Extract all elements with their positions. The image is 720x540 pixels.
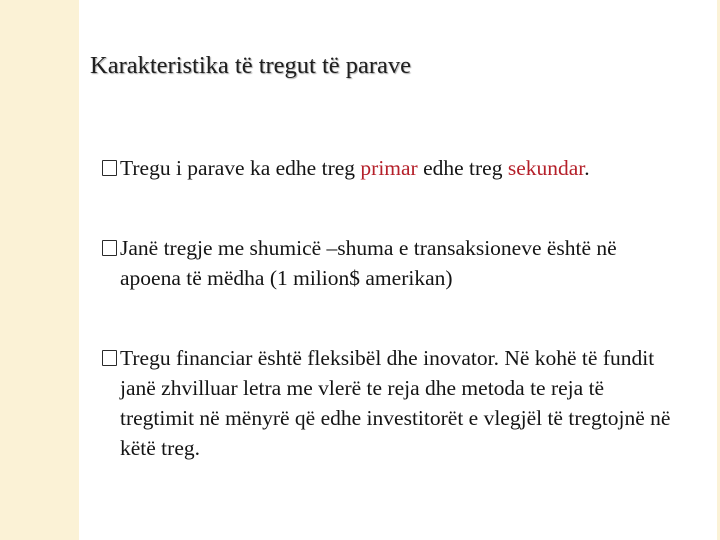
- bullet-marker-icon: [102, 240, 117, 256]
- bullet-item-market-types: [102, 153, 672, 183]
- bullet-marker-icon: [102, 160, 117, 176]
- bullet-item-wholesale: [102, 233, 672, 293]
- bullet-text: .: [584, 156, 590, 180]
- bullet-text: edhe treg: [417, 156, 508, 180]
- bullet-text: Tregu financiar është fleksibël dhe inovator. Në kohë të fundit janë zhvilluar letra me vlerë te reja dhe metoda te reja të tregtimit në mënyrë që edhe investitorët e vlegjël të tregtojnë në këtë treg.: [120, 346, 671, 460]
- bullet-list: [102, 153, 672, 463]
- emphasis-primary: primar: [360, 156, 418, 180]
- bullet-text: Janë tregje me shumicë –shuma e transaksioneve është në apoena të mëdha (1 milion$ amerikan): [120, 236, 617, 290]
- slide-title: Karakteristika të tregut të parave: [90, 52, 412, 79]
- bullet-text: Tregu i parave ka edhe treg: [120, 156, 361, 180]
- emphasis-secondary: sekundar: [507, 156, 585, 180]
- bullet-marker-icon: [102, 350, 117, 366]
- left-decorative-band: [0, 0, 79, 540]
- bullet-item-flexibility: [102, 343, 672, 463]
